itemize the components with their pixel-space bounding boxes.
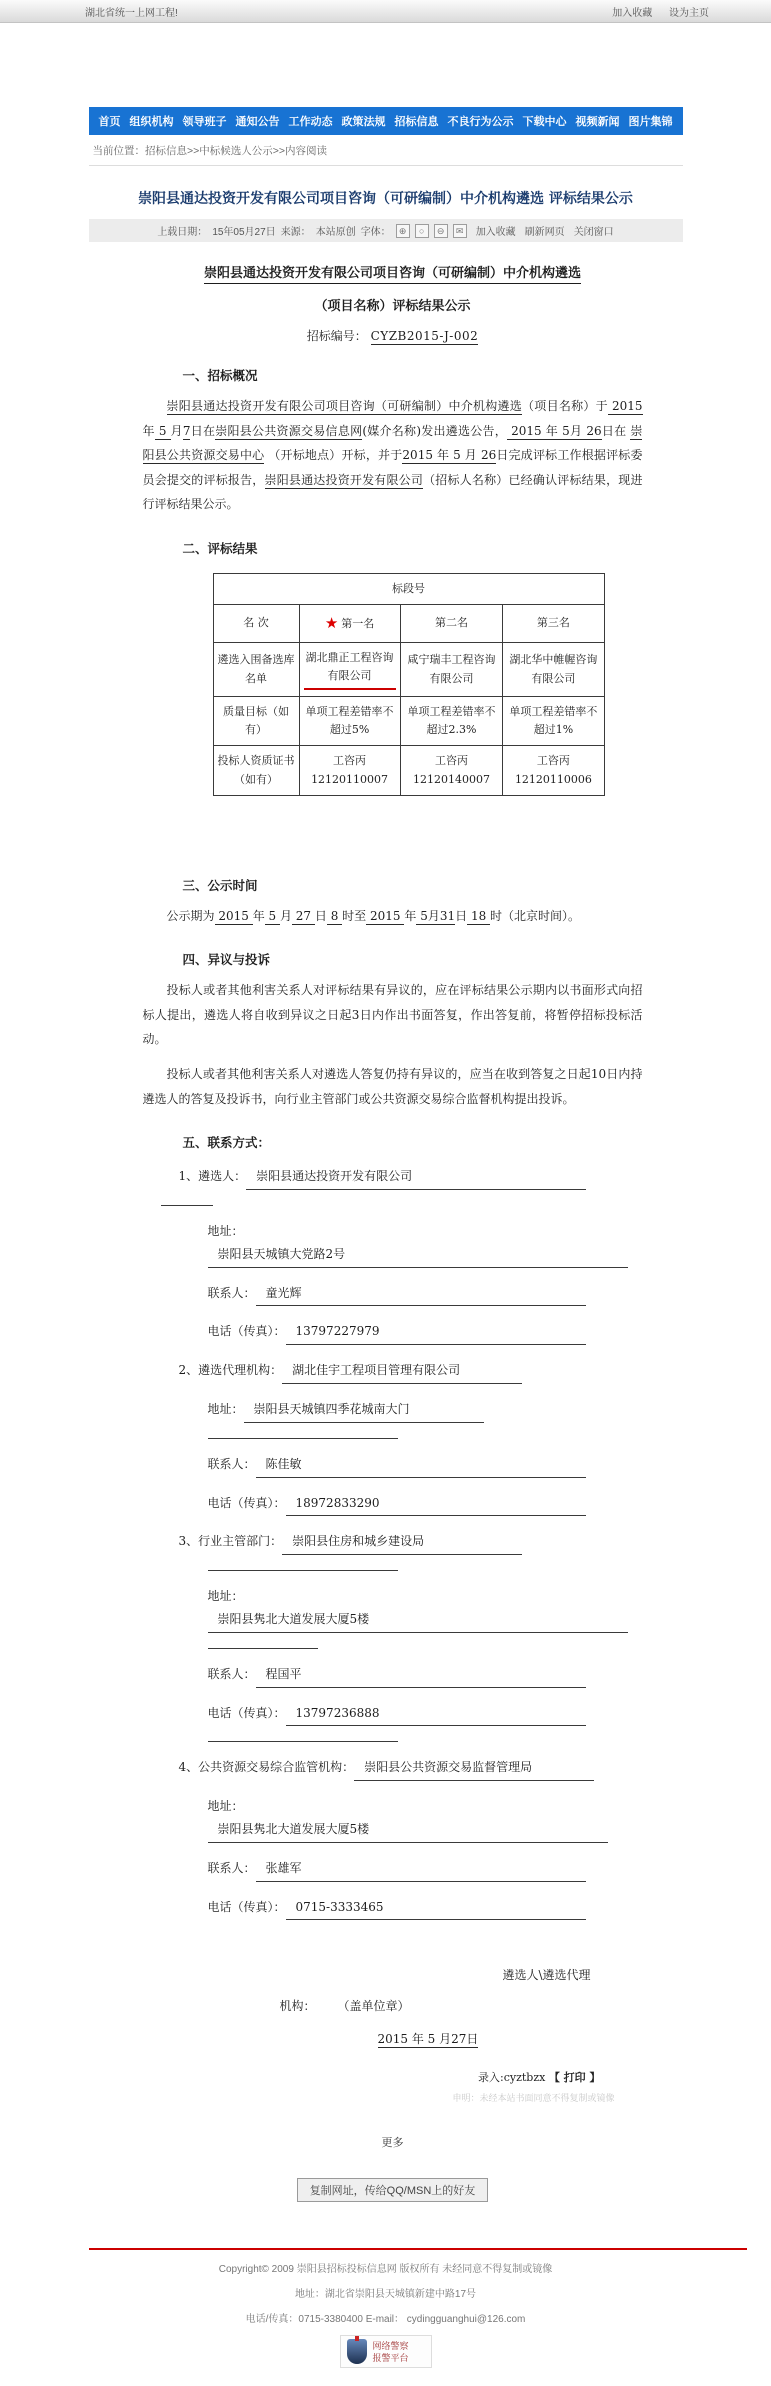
- contact-header: 2、遴选代理机构： 湖北佳宇工程项目管理有限公司: [179, 1359, 643, 1384]
- page-title: 崇阳县通达投资开发有限公司项目咨询（可研编制）中介机构遴选 评标结果公示: [138, 191, 633, 207]
- font-enlarge-icon[interactable]: ⊕: [396, 224, 410, 238]
- nav-item-policies[interactable]: 政策法规: [341, 116, 386, 128]
- nav-item-work-news[interactable]: 工作动态: [288, 116, 333, 128]
- nav-item-organization[interactable]: 组织机构: [129, 116, 174, 128]
- set-homepage-link[interactable]: 设为主页: [669, 7, 709, 19]
- nav-item-downloads[interactable]: 下载中心: [522, 116, 567, 128]
- font-shrink-icon[interactable]: ⊖: [434, 224, 448, 238]
- certificate-label-cell: 投标人资质证书（如有）: [213, 746, 299, 795]
- article-meta-bar: [89, 219, 683, 242]
- main-nav: [89, 107, 683, 135]
- contact-person: 联系人： 张雄军: [208, 1857, 643, 1882]
- evaluation-result-table: [213, 573, 605, 796]
- certificate-third-cell: 工咨丙12120110006: [503, 746, 604, 795]
- section-3-paragraph: 公示期为 2015 年 5 月 27 日 8 时至 2015 年 5月31日 18 时（北京时间）。: [166, 908, 581, 923]
- contact-address: 地址：崇阳县隽北大道发展大厦5楼: [208, 1585, 643, 1633]
- copy-disclaimer: 申明：未经本站书面同意不得复制或镜像: [452, 2094, 615, 2105]
- contact-block-supervisor: [143, 1756, 643, 1920]
- shortlist-first-cell: 湖北鼎正工程咨询有限公司: [299, 642, 400, 696]
- quality-second-cell: 单项工程差错率不超过2.3%: [400, 697, 503, 746]
- section-3-title: 三、公示时间: [182, 877, 258, 893]
- nav-item-bid-info[interactable]: 招标信息: [394, 116, 439, 128]
- section-5-title: 五、联系方式：: [182, 1135, 271, 1151]
- contact-header: 4、公共资源交易综合监管机构： 崇阳县公共资源交易监督管理局: [179, 1756, 643, 1781]
- entry-by: 录入:cyztbzx: [477, 2071, 546, 2085]
- upload-date-label: 上载日期：: [157, 227, 208, 238]
- signature-org-line: 机构： （盖单位章）: [279, 1999, 410, 2014]
- contact-address: 地址：崇阳县天城镇大党路2号: [208, 1220, 643, 1268]
- doc-heading-line2: （项目名称）评标结果公示: [314, 299, 471, 314]
- site-footer: [89, 2248, 683, 2386]
- source-label: 来源：: [280, 227, 311, 238]
- add-favorite-link[interactable]: 加入收藏: [612, 7, 653, 19]
- rank-second-cell: 第二名: [400, 605, 503, 643]
- red-star-icon: ★: [324, 614, 339, 633]
- meta-close-window-link[interactable]: 关闭窗口: [573, 227, 614, 238]
- underline-continuation: [208, 1423, 398, 1439]
- section-4-paragraph-2: 投标人或者其他利害关系人对遴选人答复仍持有异议的，应当在收到答复之日起10日内持遴选人的答复及投诉书，向行业主管部门或公共资源交易综合监督机构提出投诉。: [142, 1067, 643, 1106]
- share-qq-msn-button[interactable]: 复制网址，传给QQ/MSN上的好友: [297, 2178, 489, 2202]
- certificate-second-cell: 工咨丙12120140007: [400, 746, 503, 795]
- site-note: 湖北省统一上网工程!: [85, 7, 178, 19]
- table-row: [213, 573, 604, 604]
- contact-block-selector: [143, 1165, 643, 1345]
- table-row: [213, 605, 604, 643]
- contact-phone: 电话（传真）： 18972833290: [208, 1492, 643, 1517]
- contact-block-authority: [143, 1530, 643, 1742]
- underline-continuation: [208, 1555, 398, 1571]
- font-size-label: 字体：: [360, 227, 391, 238]
- nav-item-notices[interactable]: 通知公告: [235, 116, 280, 128]
- meta-add-favorite-link[interactable]: 加入收藏: [475, 227, 516, 238]
- table-row: [213, 642, 604, 696]
- shortlist-label-cell: 遴选入围备选库名单: [213, 642, 299, 696]
- entry-line: [143, 2069, 643, 2085]
- underline-continuation: [208, 1633, 318, 1649]
- nav-item-photo-gallery[interactable]: 图片集锦: [628, 116, 673, 128]
- police-shield-icon: [347, 2339, 367, 2364]
- underline-continuation: [208, 1726, 398, 1742]
- quality-first-cell: 单项工程差错率不超过5%: [299, 697, 400, 746]
- signature-date: 2015 年 5 月27日: [377, 2032, 479, 2047]
- nav-item-leadership[interactable]: 领导班子: [182, 116, 227, 128]
- bid-number-label: 招标编号：: [306, 329, 367, 343]
- more-link[interactable]: 更多: [381, 2137, 404, 2150]
- cyber-police-badge-link[interactable]: [340, 2335, 432, 2368]
- section-4-paragraph-1: 投标人或者其他利害关系人对评标结果有异议的，应在评标结果公示期内以书面形式向招标人提出，遴选人将自收到异议之日起3日内作出书面答复，作出答复前，将暂停招标投标活动。: [142, 983, 643, 1047]
- section-2-title: 二、评标结果: [182, 540, 258, 556]
- breadcrumb[interactable]: 当前位置：招标信息>>中标候选人公示>>内容阅读: [89, 135, 683, 166]
- meta-refresh-link[interactable]: 刷新网页: [524, 227, 565, 238]
- signature-role: 遴选人\遴选代理: [502, 1968, 591, 1983]
- contact-person: 联系人： 陈佳敏: [208, 1453, 643, 1478]
- source-value: 本站原创: [315, 227, 356, 238]
- bid-number-value: CYZB2015-J-002: [370, 329, 479, 343]
- print-icon[interactable]: ✉: [453, 224, 467, 238]
- upload-date: 15年05月27日: [212, 227, 276, 238]
- police-line2: 报警平台: [372, 2352, 409, 2363]
- quality-label-cell: 质量目标（如有）: [213, 697, 299, 746]
- contact-person: 联系人： 童光辉: [208, 1282, 643, 1307]
- section-1-paragraph: 崇阳县通达投资开发有限公司项目咨询（可研编制）中介机构遴选（项目名称）于 2015 年 5 月7日在崇阳县公共资源交易信息网(媒介名称)发出遴选公告， 2015 年 5月 26日在 崇阳县公共资源交易中心 （开标地点）开标，并于2015 年 5 月 26日完成评标工作根据评标委员会提交的评标报告，崇阳县通达投资开发有限公司（招标人名称）已经确认评标结果，现进行评标结果公示。: [142, 399, 643, 512]
- section-number-header: 标段号: [213, 573, 604, 604]
- table-row: [213, 746, 604, 795]
- table-row: [213, 697, 604, 746]
- bid-number-line: [143, 327, 643, 344]
- table-bottom-gap: [143, 796, 643, 854]
- contact-phone: 电话（传真）： 0715-3333465: [208, 1896, 643, 1921]
- contact-header: 1、遴选人： 崇阳县通达投资开发有限公司: [179, 1165, 643, 1190]
- nav-item-video-news[interactable]: 视频新闻: [575, 116, 620, 128]
- footer-contact: 电话/传真：0715-3380400 E-mail： cydingguanghui@126.com: [245, 2314, 526, 2326]
- rank-label-cell: 名 次: [213, 605, 299, 643]
- rank-first-cell: ★ 第一名: [299, 605, 400, 643]
- print-link[interactable]: 【 打印 】: [548, 2071, 601, 2085]
- contact-header: 3、行业主管部门： 崇阳县住房和城乡建设局: [179, 1530, 643, 1555]
- certificate-first-cell: 工咨丙12120110007: [299, 746, 400, 795]
- shortlist-third-cell: 湖北华中帷幄咨询有限公司: [503, 642, 604, 696]
- font-restore-icon[interactable]: ○: [415, 224, 429, 238]
- contact-phone: 电话（传真）： 13797227979: [208, 1320, 643, 1345]
- section-1-title: 一、招标概况: [182, 368, 258, 383]
- nav-item-home[interactable]: 首页: [98, 116, 121, 128]
- police-line1: 网络警察: [372, 2340, 409, 2351]
- contact-address: 地址： 崇阳县天城镇四季花城南大门: [208, 1398, 643, 1423]
- document-body: [89, 242, 683, 2202]
- underline-continuation: [161, 1190, 213, 1206]
- top-whitespace: [0, 23, 771, 107]
- contact-block-agency: [143, 1359, 643, 1516]
- section-4-title: 四、异议与投诉: [182, 952, 271, 968]
- quality-third-cell: 单项工程差错率不超过1%: [503, 697, 604, 746]
- shortlist-second-cell: 咸宁瑞丰工程咨询有限公司: [400, 642, 503, 696]
- footer-divider: [89, 2248, 747, 2250]
- contact-person: 联系人： 程国平: [208, 1663, 643, 1688]
- rank-third-cell: 第三名: [503, 605, 604, 643]
- footer-copyright: Copyright© 2009 崇阳县招标投标信息网 版权所有 未经同意不得复制或镜像: [218, 2264, 553, 2276]
- contact-address: 地址：崇阳县隽北大道发展大厦5楼: [208, 1795, 643, 1843]
- nav-item-bad-behavior[interactable]: 不良行为公示: [447, 116, 514, 128]
- doc-heading-line1: 崇阳县通达投资开发有限公司项目咨询（可研编制）中介机构遴选: [143, 262, 643, 281]
- contact-phone: 电话（传真）： 13797236888: [208, 1702, 643, 1727]
- browser-topbar: [0, 0, 771, 23]
- footer-address: 地址：湖北省崇阳县天城镇新建中路17号: [294, 2289, 477, 2301]
